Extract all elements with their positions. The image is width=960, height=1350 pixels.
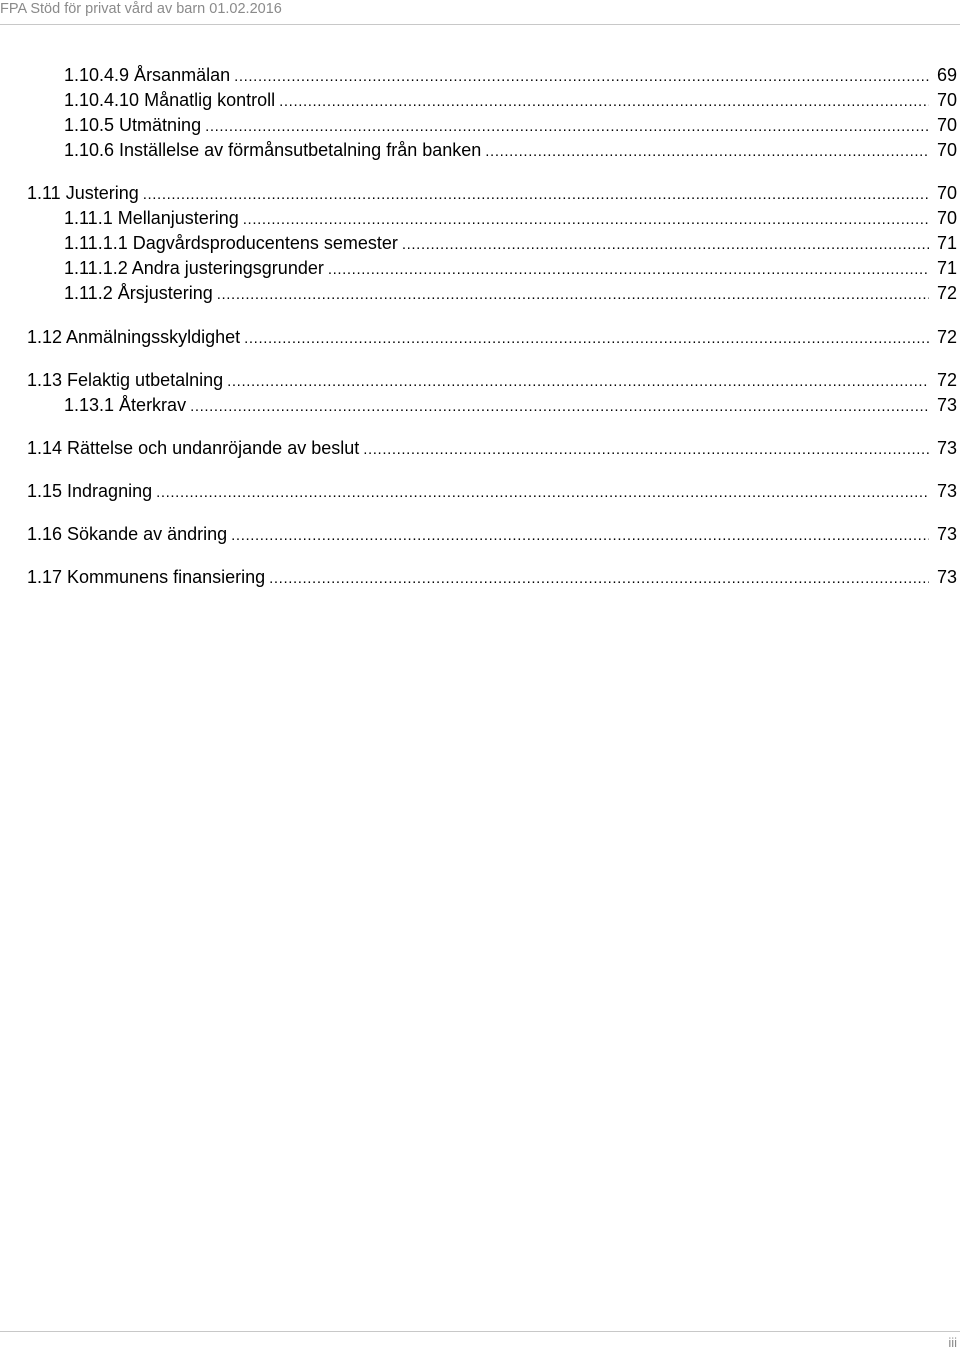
toc-entry-page: 72 bbox=[936, 327, 957, 347]
toc-entry-page: 70 bbox=[936, 115, 957, 135]
toc-entry-page: 72 bbox=[936, 283, 957, 303]
toc-entry-page: 69 bbox=[936, 65, 957, 85]
toc-entry-page: 70 bbox=[936, 183, 957, 203]
toc-leader bbox=[234, 65, 929, 87]
toc-entry-text: 1.11.1 Mellanjustering bbox=[64, 208, 239, 228]
toc-entry-1-11-1-1[interactable] bbox=[64, 231, 957, 255]
toc-entry-text: 1.10.5 Utmätning bbox=[64, 115, 202, 135]
toc-leader bbox=[227, 370, 929, 392]
toc-leader bbox=[190, 395, 929, 417]
toc-entry-text: 1.10.4.9 Årsanmälan bbox=[64, 65, 231, 85]
toc-entry-page: 73 bbox=[936, 567, 957, 587]
toc-entry-1-11-1[interactable] bbox=[64, 206, 957, 230]
toc-entry-1-10-4-9[interactable] bbox=[64, 63, 957, 87]
toc-entry-page: 72 bbox=[936, 370, 957, 390]
header-title: FPA Stöd för privat vård av barn 01.02.2016 bbox=[0, 1, 282, 17]
toc-leader bbox=[243, 208, 929, 230]
toc-entry-text: 1.10.6 Inställelse av förmånsutbetalning från banken bbox=[64, 140, 482, 160]
toc-entry-text: 1.11.1.2 Andra justeringsgrunder bbox=[64, 258, 324, 278]
toc-entry-text: 1.12 Anmälningsskyldighet bbox=[27, 327, 241, 347]
toc-leader bbox=[205, 115, 929, 137]
toc-entry-1-15[interactable] bbox=[27, 479, 957, 503]
toc-leader bbox=[269, 567, 929, 589]
toc-entry-1-13[interactable] bbox=[27, 368, 957, 392]
toc-entry-text: 1.15 Indragning bbox=[27, 481, 153, 501]
toc-entry-page: 73 bbox=[936, 438, 957, 458]
toc-leader bbox=[279, 90, 929, 112]
toc-leader bbox=[485, 140, 929, 162]
toc-leader bbox=[156, 481, 929, 503]
toc-entry-page: 70 bbox=[936, 208, 957, 228]
toc-leader bbox=[244, 327, 929, 349]
toc-entry-page: 73 bbox=[936, 481, 957, 501]
toc-entry-1-10-5[interactable] bbox=[64, 113, 957, 137]
toc-entry-text: 1.14 Rättelse och undanröjande av beslut bbox=[27, 438, 360, 458]
toc-leader bbox=[143, 183, 929, 205]
toc-entry-text: 1.13.1 Återkrav bbox=[64, 395, 187, 415]
toc-entry-text: 1.13 Felaktig utbetalning bbox=[27, 370, 224, 390]
toc-entry-1-11-2[interactable] bbox=[64, 281, 957, 305]
toc-entry-1-11-1-2[interactable] bbox=[64, 256, 957, 280]
toc-leader bbox=[363, 438, 929, 460]
toc-entry-1-16[interactable] bbox=[27, 522, 957, 546]
toc-leader bbox=[328, 258, 929, 280]
toc-entry-text: 1.10.4.10 Månatlig kontroll bbox=[64, 90, 276, 110]
toc-leader bbox=[217, 283, 929, 305]
toc-entry-1-12[interactable] bbox=[27, 325, 957, 349]
toc-entry-text: 1.11.1.1 Dagvårdsproducentens semester bbox=[64, 233, 398, 253]
toc-entry-1-14[interactable] bbox=[27, 436, 957, 460]
footer-page-number: iii bbox=[948, 1335, 957, 1350]
toc-entry-page: 70 bbox=[936, 90, 957, 110]
toc-entry-text: 1.11 Justering bbox=[27, 183, 139, 203]
toc-entry-1-11[interactable] bbox=[27, 181, 957, 205]
toc-entry-text: 1.16 Sökande av ändring bbox=[27, 524, 228, 544]
toc-entry-page: 71 bbox=[936, 233, 957, 253]
toc-entry-1-13-1[interactable] bbox=[64, 393, 957, 417]
toc-entry-1-10-6[interactable] bbox=[64, 138, 957, 162]
toc-entry-page: 70 bbox=[936, 140, 957, 160]
toc-entry-page: 73 bbox=[936, 524, 957, 544]
toc-leader bbox=[231, 524, 929, 546]
toc-entry-text: 1.11.2 Årsjustering bbox=[64, 283, 213, 303]
toc-entry-1-10-4-10[interactable] bbox=[64, 88, 957, 112]
toc-leader bbox=[402, 233, 929, 255]
toc-entry-page: 73 bbox=[936, 395, 957, 415]
toc-entry-page: 71 bbox=[936, 258, 957, 278]
toc-entry-1-17[interactable] bbox=[27, 565, 957, 589]
toc-entry-text: 1.17 Kommunens finansiering bbox=[27, 567, 266, 587]
page-footer bbox=[0, 1331, 960, 1350]
